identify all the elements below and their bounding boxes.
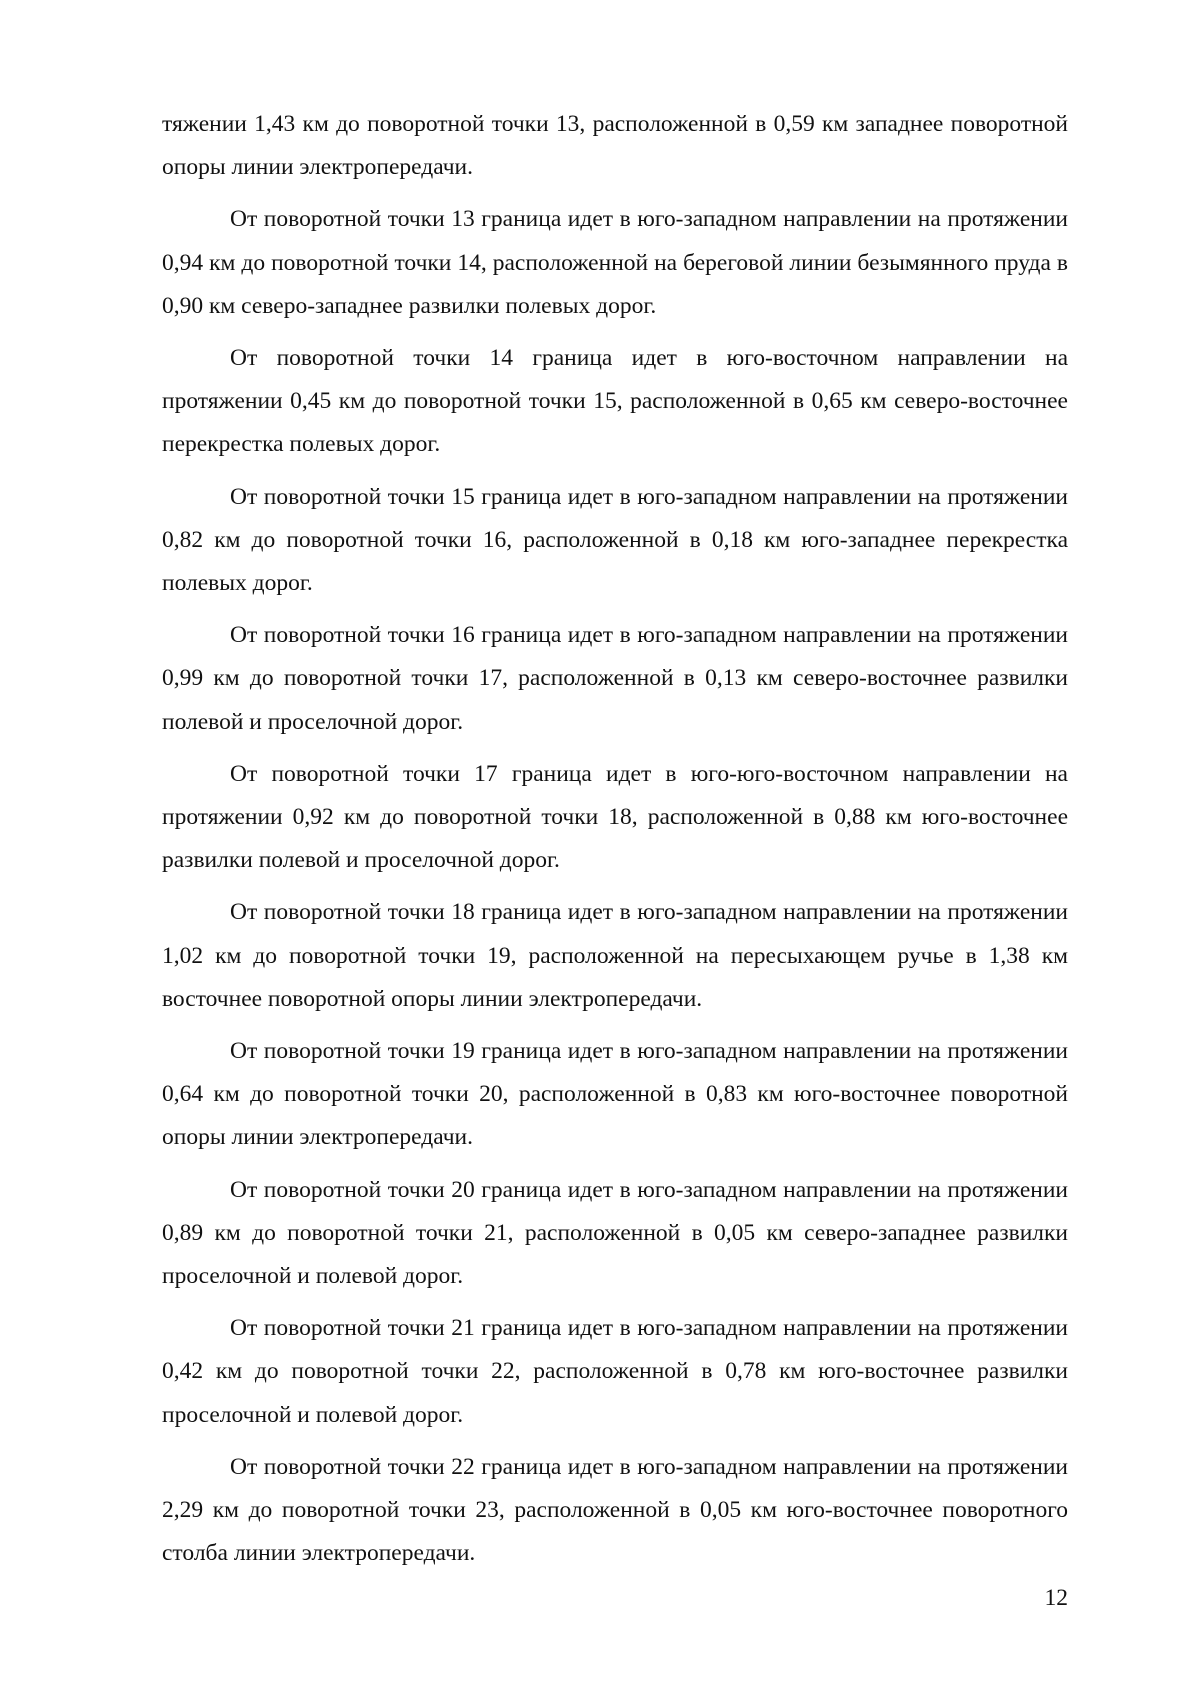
paragraph: От поворотной точки 16 граница идет в юго-западном направлении на протяжении 0,99 км до поворотной точки 17, расположенной в 0,13 км северо-восточнее развилки полевой и проселочной дорог. xyxy=(162,622,1068,735)
paragraph: От поворотной точки 20 граница идет в юго-западном направлении на протяжении 0,89 км до поворотной точки 21, расположенной в 0,05 км северо-западнее развилки проселочной и полевой дорог. xyxy=(162,1176,1068,1290)
paragraph: тяжении 1,43 км до поворотной точки 13, расположенной в 0,59 км западнее поворотной опоры линии электропередачи. xyxy=(162,111,1068,181)
document-body xyxy=(162,103,1068,1585)
page-number: 12 xyxy=(1044,1585,1068,1611)
paragraph: От поворотной точки 22 граница идет в юго-западном направлении на протяжении 2,29 км до поворотной точки 23, расположенной в 0,05 км юго-восточнее поворотного столба линии электропередачи. xyxy=(162,1453,1068,1567)
paragraph: От поворотной точки 13 граница идет в юго-западном направлении на протяжении 0,94 км до поворотной точки 14, расположенной на береговой линии безымянного пруда в 0,90 км северо-западнее развилки полевых дорог. xyxy=(162,206,1068,319)
paragraph: От поворотной точки 14 граница идет в юго-восточном направлении на протяжении 0,45 км до поворотной точки 15, расположенной в 0,65 км северо-восточнее перекрестка полевых дорог. xyxy=(162,345,1068,458)
paragraph: От поворотной точки 21 граница идет в юго-западном направлении на протяжении 0,42 км до поворотной точки 22, расположенной в 0,78 км юго-восточнее развилки проселочной и полевой дорог. xyxy=(162,1315,1068,1428)
paragraph: От поворотной точки 18 граница идет в юго-западном направлении на протяжении 1,02 км до поворотной точки 19, расположенной на пересыхающем ручье в 1,38 км восточнее поворотной опоры линии электропередачи. xyxy=(162,899,1068,1012)
paragraph: От поворотной точки 15 граница идет в юго-западном направлении на протяжении 0,82 км до поворотной точки 16, расположенной в 0,18 км юго-западнее перекрестка полевых дорог. xyxy=(162,483,1068,597)
paragraph: От поворотной точки 17 граница идет в юго-юго-восточном направлении на протяжении 0,92 км до поворотной точки 18, расположенной в 0,88 км юго-восточнее развилки полевой и проселочной дорог. xyxy=(162,760,1068,874)
paragraph: От поворотной точки 19 граница идет в юго-западном направлении на протяжении 0,64 км до поворотной точки 20, расположенной в 0,83 км юго-восточнее поворотной опоры линии электропередачи. xyxy=(162,1038,1068,1151)
